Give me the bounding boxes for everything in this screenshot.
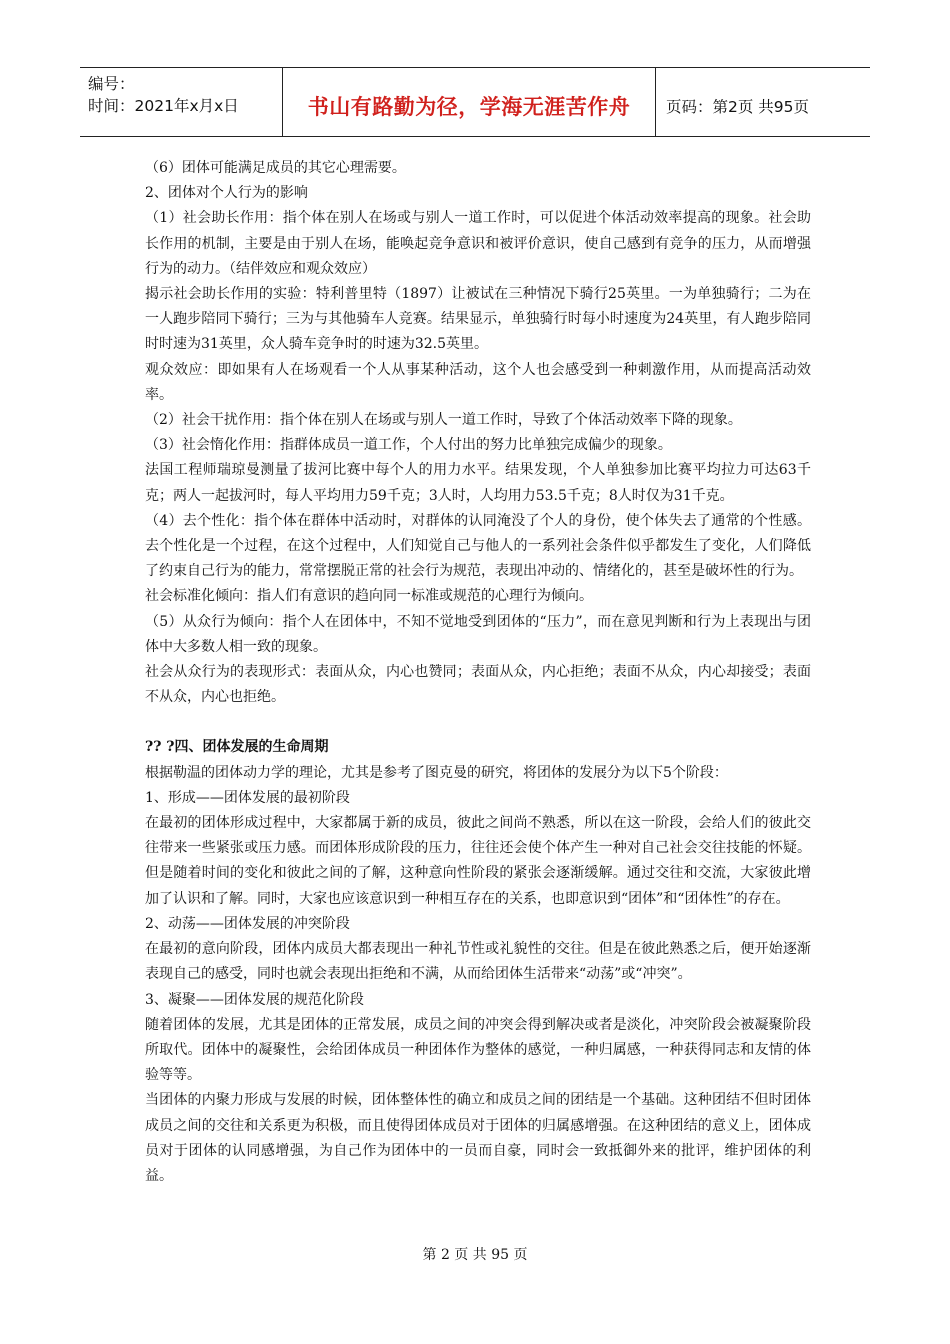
page-header (80, 67, 870, 137)
header-motto-cell (282, 68, 656, 136)
document-number-label: 编号： (88, 75, 135, 93)
paragraph: （5）从众行为倾向：指个人在团体中，不知不觉地受到团体的“压力”，而在意见判断和行为上表现出与团体中大多数人相一致的现象。 (145, 613, 811, 655)
section-heading: 1、形成——团体发展的最初阶段 (145, 789, 350, 806)
paragraph: 根据勒温的团体动力学的理论，尤其是参考了图克曼的研究，将团体的发展分为以下5个阶段： (145, 764, 728, 781)
paragraph: （6）团体可能满足成员的其它心理需要。 (145, 160, 406, 176)
paragraph: 观众效应：即如果有人在场观看一个人从事某种活动，这个人也会感受到一种刺激作用，从而提高活动效率。 (145, 361, 811, 403)
paragraph: 社会标准化倾向：指人们有意识的趋向同一标准或规范的心理行为倾向。 (145, 588, 593, 605)
header-page-cell (656, 68, 870, 136)
header-left-cell (80, 68, 282, 136)
document-time-label: 时间：2021年x月x日 (88, 97, 239, 115)
paragraph: （4）去个性化：指个体在群体中活动时，对群体的认同淹没了个人的身份，使个体失去了通常的个性感。去个性化是一个过程，在这个过程中，人们知觉自己与他人的一系列社会条件似乎都发生了变化，人们降低了约束自己行为的能力，常常摆脱正常的社会行为规范，表现出冲动的、情绪化的，甚至是破坏性的行为。 (145, 512, 811, 580)
chapter-heading: ?? ?四、团体发展的生命周期 (145, 739, 329, 756)
page-footer: 第 2 页 共 95 页 (422, 1247, 528, 1263)
document-body (145, 156, 811, 1189)
paragraph: （1）社会助长作用：指个体在别人在场或与别人一道工作时，可以促进个体活动效率提高的现象。社会助长作用的机制，主要是由于别人在场，能唤起竞争意识和被评价意识，使自己感到有竞争的压力，从而增强行为的动力。（结伴效应和观众效应） (145, 210, 811, 277)
section-heading: 2、团体对个人行为的影响 (145, 185, 308, 202)
paragraph: 法国工程师瑞琼曼测量了拔河比赛中每个人的用力水平。结果发现，个人单独参加比赛平均拉力可达63千克；两人一起拔河时，每人平均用力59千克；3人时，人均用力53.5千克；8人时仅为31千克。 (145, 462, 811, 504)
header-page-info: 页码：第2页 共95页 (666, 98, 810, 116)
header-motto: 书山有路勤为径，学海无涯苦作舟 (307, 95, 631, 119)
paragraph: （2）社会干扰作用：指个体在别人在场或与别人一道工作时，导致了个体活动效率下降的现象。 (145, 412, 742, 429)
paragraph: 在最初的团体形成过程中，大家都属于新的成员，彼此之间尚不熟悉，所以在这一阶段，会给人们的彼此交往带来一些紧张或压力感。而团体形成阶段的压力，往往还会使个体产生一种对自己社会交往技能的怀疑。但是随着时间的变化和彼此之间的了解，这种意向性阶段的紧张会逐渐缓解。通过交往和交流，大家彼此增加了认识和了解。同时，大家也应该意识到一种相互存在的关系，也即意识到“团体”和“团体性”的存在。 (145, 815, 811, 907)
paragraph: 社会从众行为的表现形式：表面从众，内心也赞同；表面从众，内心拒绝；表面不从众，内心却接受；表面不从众，内心也拒绝。 (145, 664, 811, 706)
section-heading: 2、动荡——团体发展的冲突阶段 (145, 915, 350, 932)
paragraph: 揭示社会助长作用的实验：特利普里特（1897）让被试在三种情况下骑行25英里。一为单独骑行；二为在一人跑步陪同下骑行；三为与其他骑车人竞赛。结果显示，单独骑行时每小时速度为24英里，有人跑步陪同时时速为31英里，众人骑车竞争时的时速为32.5英里。 (145, 286, 811, 353)
paragraph: 随着团体的发展，尤其是团体的正常发展，成员之间的冲突会得到解决或者是淡化，冲突阶段会被凝聚阶段所取代。团体中的凝聚性，会给团体成员一种团体作为整体的感觉，一种归属感，一种获得同志和友情的体验等等。 (145, 1016, 811, 1084)
paragraph: （3）社会惰化作用：指群体成员一道工作，个人付出的努力比单独完成偏少的现象。 (145, 437, 672, 454)
paragraph: 当团体的内聚力形成与发展的时候，团体整体性的确立和成员之间的团结是一个基础。这种团结不但时团体成员之间的交往和关系更为积极，而且使得团体成员对于团体的归属感增强。在这种团结的意义上，团体成员对于团体的认同感增强，为自己作为团体中的一员而自豪，同时会一致抵御外来的批评，维护团体的利益。 (145, 1092, 811, 1184)
paragraph: 在最初的意向阶段，团体内成员大都表现出一种礼节性或礼貌性的交往。但是在彼此熟悉之后，便开始逐渐表现自己的感受，同时也就会表现出拒绝和不满，从而给团体生活带来“动荡”或“冲突”。 (145, 941, 811, 983)
section-heading: 3、凝聚——团体发展的规范化阶段 (145, 991, 364, 1008)
